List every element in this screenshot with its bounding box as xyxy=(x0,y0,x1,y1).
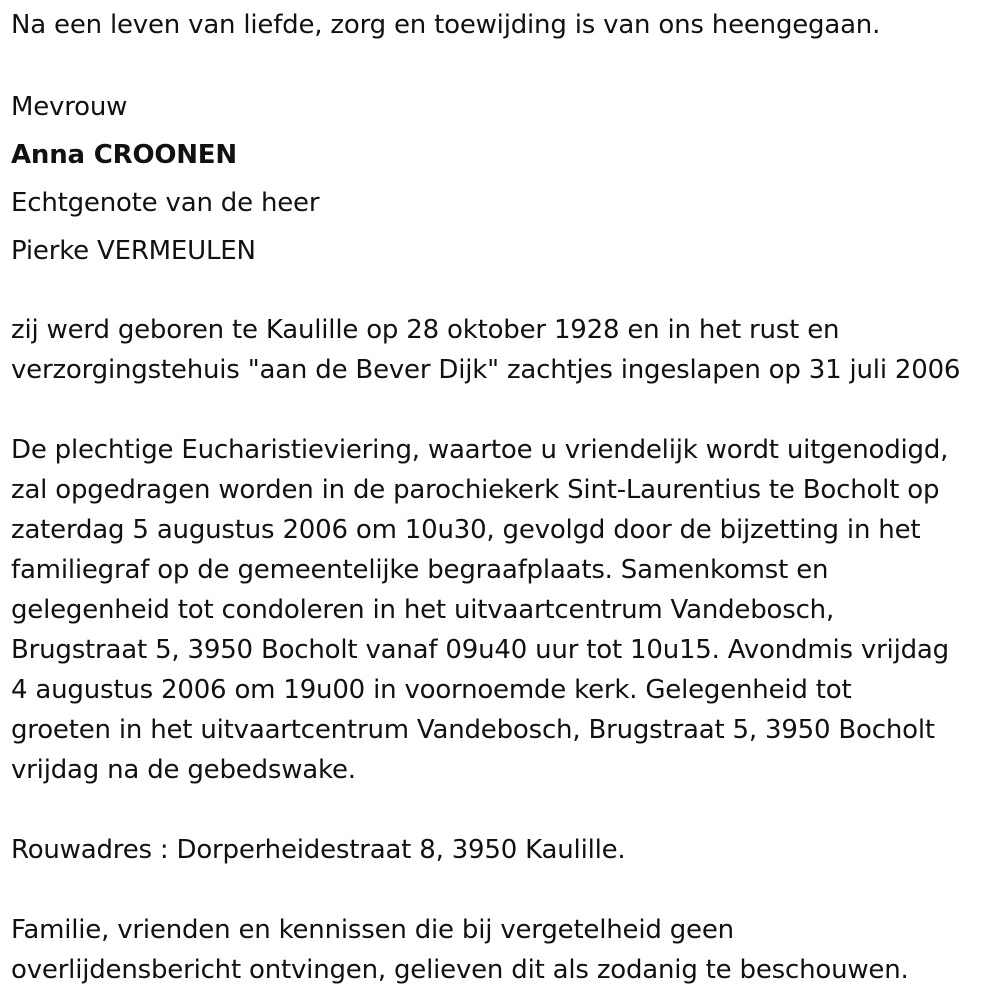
intro-paragraph xyxy=(11,5,880,45)
ceremony-line: zal opgedragen worden in de parochiekerk Sint-Laurentius te Bocholt op xyxy=(11,475,940,505)
intro-text: Na een leven van liefde, zorg en toewijding is van ons heengegaan. xyxy=(11,10,881,40)
salutation: Mevrouw xyxy=(11,92,128,122)
ceremony-line: gelegenheid tot condoleren in het uitvaartcentrum Vandebosch, xyxy=(11,595,835,625)
deceased-name: Anna CROONEN xyxy=(11,140,237,170)
deceased-block xyxy=(11,83,319,275)
birth-paragraph xyxy=(11,310,960,390)
birth-line: zij werd geboren te Kaulille op 28 oktober 1928 en in het rust en xyxy=(11,315,840,345)
relation-text: Echtgenote van de heer xyxy=(11,188,320,218)
ceremony-line: familiegraf op de gemeentelijke begraafplaats. Samenkomst en xyxy=(11,555,829,585)
family-paragraph xyxy=(11,910,909,990)
family-line: overlijdensbericht ontvingen, gelieven dit als zodanig te beschouwen. xyxy=(11,955,909,985)
ceremony-line: groeten in het uitvaartcentrum Vandebosch, Brugstraat 5, 3950 Bocholt xyxy=(11,715,935,745)
ceremony-paragraph xyxy=(11,430,949,790)
ceremony-line: De plechtige Eucharistieviering, waartoe u vriendelijk wordt uitgenodigd, xyxy=(11,435,949,465)
address-paragraph xyxy=(11,830,626,870)
family-line: Familie, vrienden en kennissen die bij vergetelheid geen xyxy=(11,915,734,945)
ceremony-line: Brugstraat 5, 3950 Bocholt vanaf 09u40 uur tot 10u15. Avondmis vrijdag xyxy=(11,635,949,665)
ceremony-line: 4 augustus 2006 om 19u00 in voornoemde kerk. Gelegenheid tot xyxy=(11,675,852,705)
ceremony-line: vrijdag na de gebedswake. xyxy=(11,755,356,785)
mourning-address: Rouwadres : Dorperheidestraat 8, 3950 Kaulille. xyxy=(11,835,626,865)
ceremony-line: zaterdag 5 augustus 2006 om 10u30, gevolgd door de bijzetting in het xyxy=(11,515,921,545)
spouse-name: Pierke VERMEULEN xyxy=(11,236,256,266)
birth-line: verzorgingstehuis "aan de Bever Dijk" zachtjes ingeslapen op 31 juli 2006 xyxy=(11,355,961,385)
